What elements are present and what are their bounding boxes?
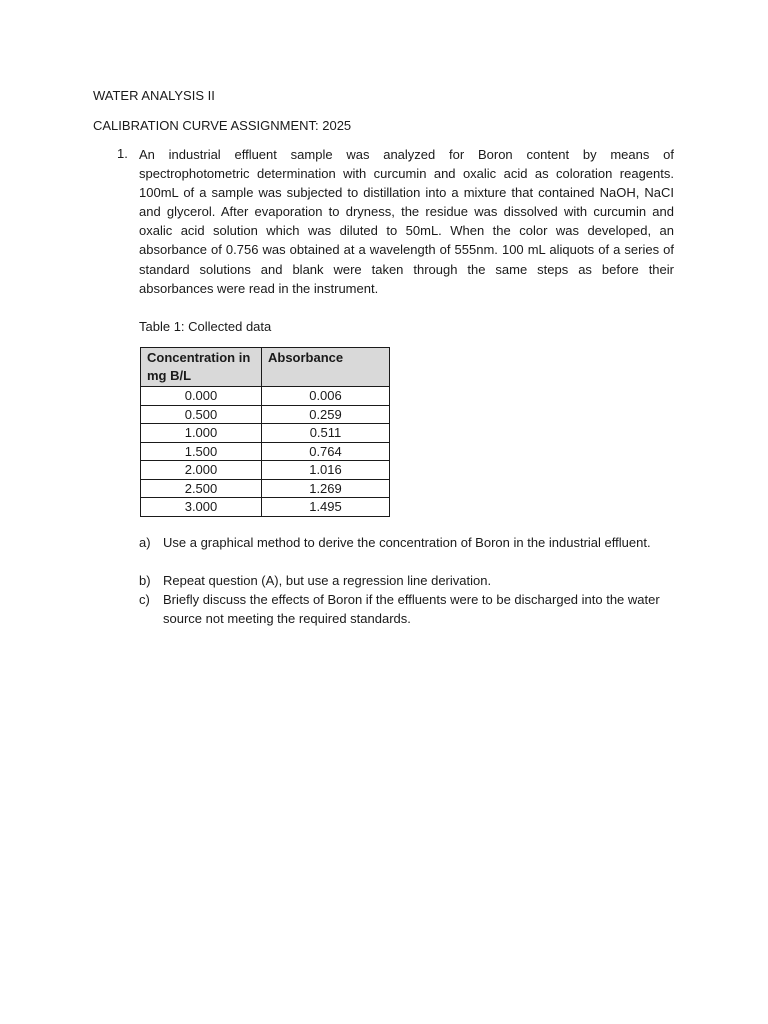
cell-absorbance: 0.764 [262,442,390,461]
cell-concentration: 0.500 [141,405,262,424]
course-heading: WATER ANALYSIS II [93,88,215,103]
cell-concentration: 0.000 [141,387,262,406]
table-caption: Table 1: Collected data [139,319,272,334]
table-row [141,498,390,517]
header-absorbance: Absorbance [262,348,390,387]
table-row [141,479,390,498]
cell-concentration: 2.000 [141,461,262,480]
cell-concentration: 3.000 [141,498,262,517]
subquestion-text: Use a graphical method to derive the concentration of Boron in the industrial effluent. [163,535,651,550]
question-number: 1. [117,146,128,161]
assignment-heading: CALIBRATION CURVE ASSIGNMENT: 2025 [93,118,352,133]
subquestion-text: Briefly discuss the effects of Boron if the effluents were to be discharged into the water source not meeting the required standards. [163,592,660,626]
table-row [141,424,390,443]
cell-concentration: 1.500 [141,442,262,461]
question-text: An industrial effluent sample was analyzed for Boron content by means of spectrophotometric determination with curcumin and oxalic acid as coloration reagents. 100mL of a sample was subjected to distillation into a mixture that contained NaOH, NaCI and glycerol. After evaporation to dryness, the residue was dissolved with curcumin and oxalic acid solution which was diluted to 50mL. When the color was developed, an absorbance of 0.756 was obtained at a wavelength of 555nm. 100 mL aliquots of a series of standard solutions and blank were taken through the same steps as before their absorbances were read in the instrument. [139,147,674,296]
cell-absorbance: 1.495 [262,498,390,517]
subquestion-text: Repeat question (A), but use a regression line derivation. [163,573,492,588]
cell-absorbance: 0.006 [262,387,390,406]
header-concentration: Concentration in mg B/L [141,348,262,387]
table-row [141,405,390,424]
cell-absorbance: 0.511 [262,424,390,443]
cell-concentration: 1.000 [141,424,262,443]
subquestion-letter: a) [139,535,151,550]
subquestion-letter: b) [139,573,151,588]
subquestion-letter: c) [139,592,150,607]
table-header-row [141,348,390,387]
cell-absorbance: 1.269 [262,479,390,498]
table-row [141,461,390,480]
cell-concentration: 2.500 [141,479,262,498]
table-row [141,387,390,406]
cell-absorbance: 0.259 [262,405,390,424]
table-row [141,442,390,461]
data-table [140,347,390,517]
cell-absorbance: 1.016 [262,461,390,480]
